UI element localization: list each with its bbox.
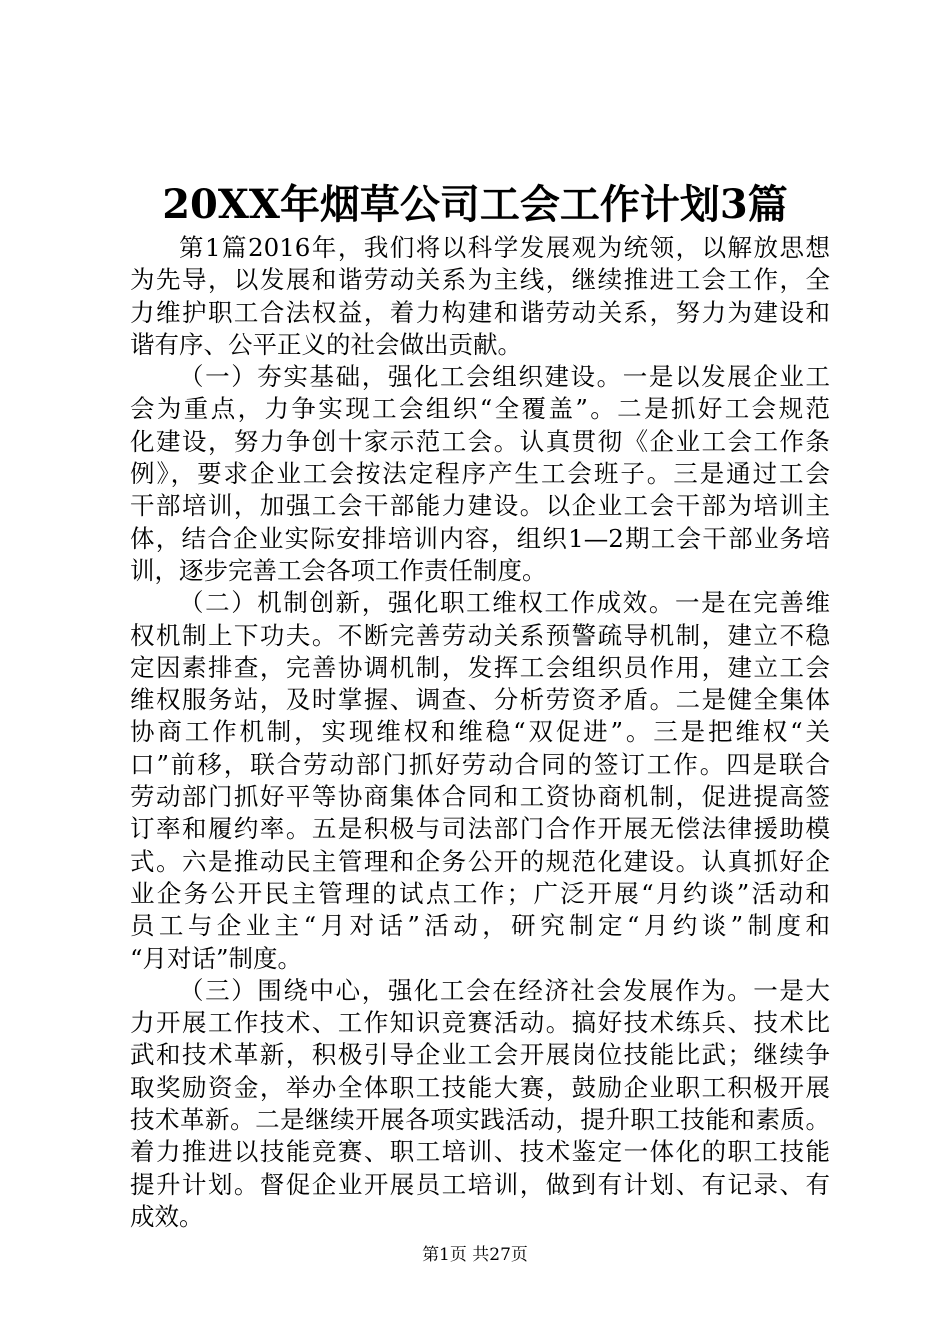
text-line: 体，结合企业实际安排培训内容，组织1—2期工会干部业务培 bbox=[130, 523, 830, 553]
text-line: 技术革新。二是继续开展各项实践活动，提升职工技能和素质。 bbox=[130, 1105, 830, 1135]
text-line: 训，逐步完善工会各项工作责任制度。 bbox=[130, 555, 547, 585]
text-line: 武和技术革新，积极引导企业工会开展岗位技能比武；继续争 bbox=[130, 1040, 830, 1070]
text-line: “月对话”制度。 bbox=[130, 943, 303, 973]
text-line: 业企务公开民主管理的试点工作；广泛开展“月约谈”活动和 bbox=[130, 878, 830, 908]
text-line: 劳动部门抓好平等协商集体合同和工资协商机制，促进提高签 bbox=[130, 782, 830, 812]
text-line: 力维护职工合法权益，着力构建和谐劳动关系，努力为建设和 bbox=[130, 297, 830, 327]
text-line: 成效。 bbox=[130, 1201, 204, 1231]
text-line: 取奖励资金，举办全体职工技能大赛，鼓励企业职工积极开展 bbox=[130, 1072, 830, 1102]
text-line: 会为重点，力争实现工会组织“全覆盖”。二是抓好工会规范 bbox=[130, 394, 830, 424]
text-line: （三）围绕中心，强化工会在经济社会发展作为。一是大 bbox=[179, 975, 830, 1005]
text-line: 化建设，努力争创十家示范工会。认真贯彻《企业工会工作条 bbox=[130, 426, 830, 456]
text-line: 为先导，以发展和谐劳动关系为主线，继续推进工会工作，全 bbox=[130, 265, 830, 295]
text-line: 员工与企业主“月对话”活动，研究制定“月约谈”制度和 bbox=[130, 911, 830, 941]
text-line: 订率和履约率。五是积极与司法部门合作开展无偿法律援助模 bbox=[130, 814, 830, 844]
text-line: 协商工作机制，实现维权和维稳“双促进”。三是把维权“关 bbox=[130, 717, 830, 747]
text-line: 着力推进以技能竞赛、职工培训、技术鉴定一体化的职工技能 bbox=[130, 1137, 830, 1167]
text-line: （一）夯实基础，强化工会组织建设。一是以发展企业工 bbox=[179, 362, 830, 392]
text-line: 维权服务站，及时掌握、调查、分析劳资矛盾。二是健全集体 bbox=[130, 685, 830, 715]
text-line: 例》，要求企业工会按法定程序产生工会班子。三是通过工会 bbox=[130, 459, 830, 489]
text-line: 力开展工作技术、工作知识竞赛活动。搞好技术练兵、技术比 bbox=[130, 1008, 830, 1038]
text-line: 定因素排查，完善协调机制，发挥工会组织员作用，建立工会 bbox=[130, 652, 830, 682]
text-line: 权机制上下功夫。不断完善劳动关系预警疏导机制，建立不稳 bbox=[130, 620, 830, 650]
page-number-footer: 第1页 共27页 bbox=[422, 1245, 528, 1265]
text-line: （二）机制创新，强化职工维权工作成效。一是在完善维 bbox=[179, 588, 830, 618]
text-line: 第1篇2016年，我们将以科学发展观为统领，以解放思想 bbox=[179, 233, 830, 262]
text-line: 口”前移，联合劳动部门抓好劳动合同的签订工作。四是联合 bbox=[130, 749, 830, 779]
text-line: 式。六是推动民主管理和企务公开的规范化建设。认真抓好企 bbox=[130, 846, 830, 876]
text-line: 谐有序、公平正义的社会做出贡献。 bbox=[130, 329, 522, 359]
text-line: 提升计划。督促企业开展员工培训，做到有计划、有记录、有 bbox=[130, 1169, 830, 1199]
document-body bbox=[130, 232, 830, 1233]
text-line: 干部培训，加强工会干部能力建设。以企业工会干部为培训主 bbox=[130, 491, 830, 521]
document-title: 20XX年烟草公司工会工作计划3篇 bbox=[162, 181, 788, 228]
